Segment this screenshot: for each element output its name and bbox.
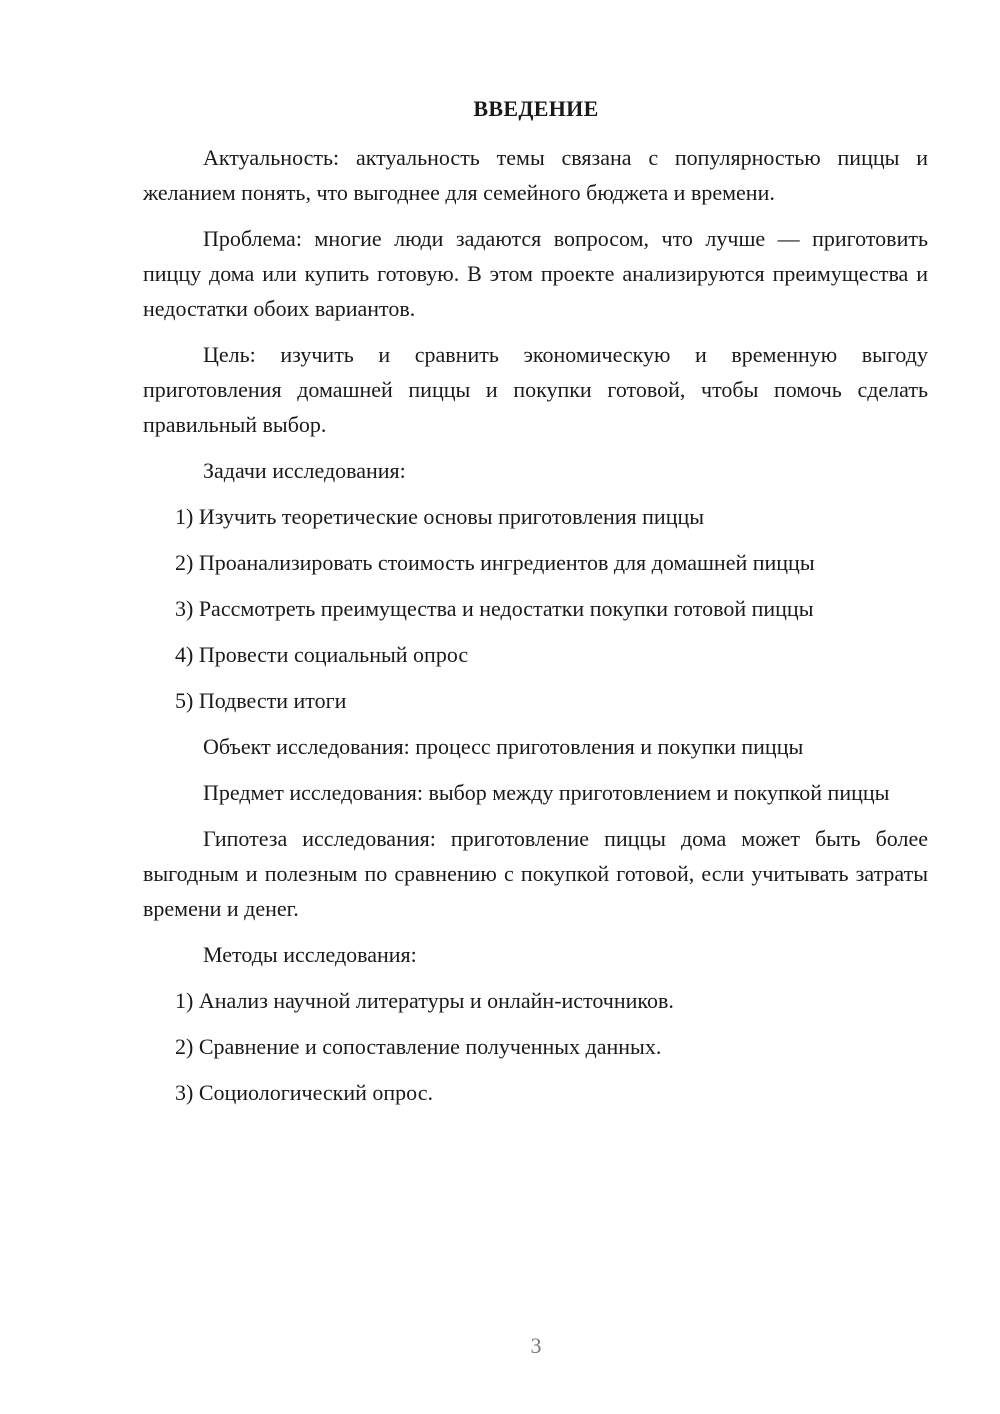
tasks-heading: Задачи исследования: [203, 458, 406, 483]
subject-paragraph: Предмет исследования: выбор между приготовлением и покупкой пиццы [203, 780, 890, 805]
method-item: 3) Социологический опрос. [175, 1080, 433, 1105]
task-item: 2) Проанализировать стоимость ингредиентов для домашней пиццы [175, 550, 815, 575]
methods-heading: Методы исследования: [203, 942, 417, 967]
task-item: 1) Изучить теоретические основы приготовления пиццы [175, 504, 705, 529]
page-number: 3 [530, 1333, 542, 1358]
method-item: 2) Сравнение и сопоставление полученных данных. [175, 1034, 662, 1059]
hypothesis-paragraph: Гипотеза исследования: приготовление пиццы дома может быть более выгодным и полезным по сравнению с покупкой готовой, если учитывать затраты времени и денег. [143, 826, 928, 921]
document-body [143, 140, 928, 1121]
method-item: 1) Анализ научной литературы и онлайн-источников. [175, 988, 674, 1013]
goal-paragraph: Цель: изучить и сравнить экономическую и временную выгоду приготовления домашней пиццы и покупки готовой, чтобы помочь сделать правильный выбор. [143, 342, 928, 437]
task-item: 5) Подвести итоги [175, 688, 347, 713]
relevance-paragraph: Актуальность: актуальность темы связана с популярностью пиццы и желанием понять, что выгоднее для семейного бюджета и времени. [143, 145, 928, 205]
task-item: 3) Рассмотреть преимущества и недостатки покупки готовой пиццы [175, 596, 814, 621]
page-title: ВВЕДЕНИЕ [473, 96, 599, 121]
object-paragraph: Объект исследования: процесс приготовления и покупки пиццы [203, 734, 804, 759]
problem-paragraph: Проблема: многие люди задаются вопросом, что лучше — приготовить пиццу дома или купить готовую. В этом проекте анализируются преимущества и недостатки обоих вариантов. [143, 226, 928, 321]
task-item: 4) Провести социальный опрос [175, 642, 469, 667]
